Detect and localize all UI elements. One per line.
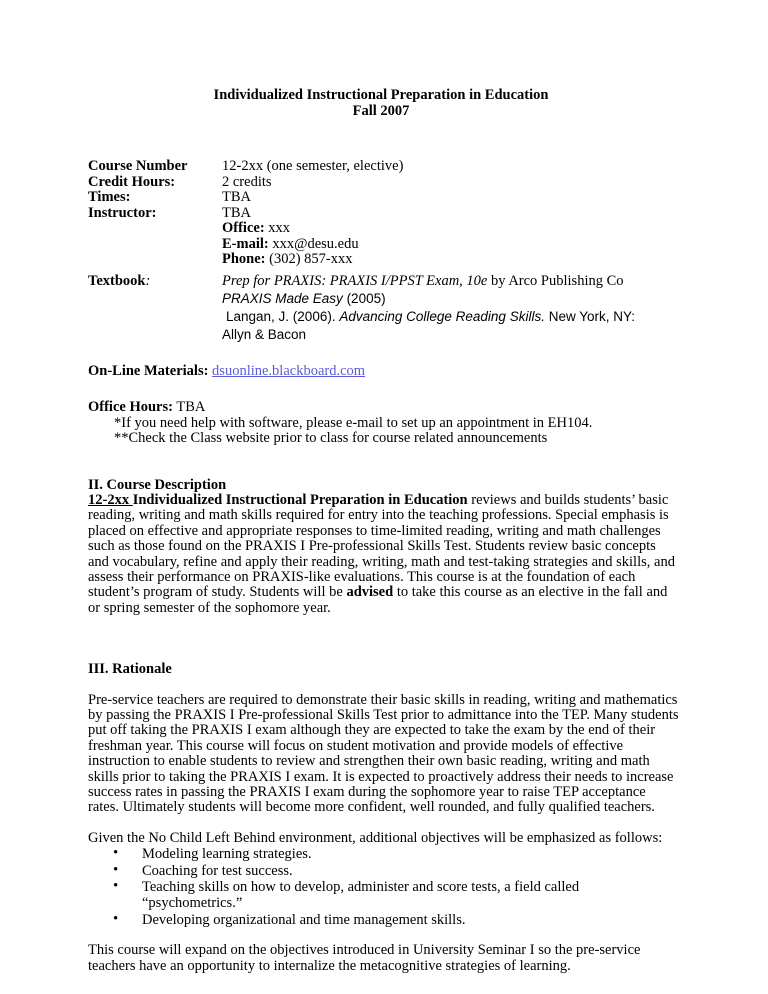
contact-value-phone: (302) 857-xxx (269, 251, 353, 267)
list-item: • Coaching for test success. (88, 863, 680, 879)
course-description-body-1: reviews and builds students’ basic reading, writing and math skills required for entry into the teaching professions. Special emphasis is placed on effective and appropriate responses to time-limited reading, writing and math challenges such as those found on the PRAXIS I Pre-professional Skills Test. Students review basic concepts and vocabulary, refine and apply their reading, writing, math and test-taking strategies and skills, and assess their performance on PRAXIS-like evaluations. This course is at the foundation of each student’s program of study. Students will be (88, 491, 675, 601)
section-rationale (88, 662, 680, 974)
info-value-instructor: TBA (222, 204, 251, 221)
section-course-description (88, 478, 680, 617)
info-value-course-number: 12-2xx (one semester, elective) (222, 158, 404, 174)
office-hours-row (88, 400, 680, 416)
rationale-paragraph-1: Pre-service teachers are required to demonstrate their basic skills in reading, writing and mathematics by passing the PRAXIS I Pre-professional Skills Test prior to admittance into the TEP. Many students put off taking the PRAXIS I exam although they are expected to take the exam by the end of their freshman year. This course will focus on student motivation and provide models of effective instruction to enable students to review and strengthen their own basic reading, writing and math skills prior to taking the PRAXIS I exam. It is expected to proactively address their needs to increase success rates in passing the PRAXIS I exam during the sophomore year to raise TEP acceptance rates. Ultimately students will become more confident, well rounded, and fully qualified teachers. (88, 691, 679, 816)
textbook-entry-2-title: PRAXIS Made Easy (222, 290, 343, 306)
contact-row-email (222, 237, 680, 253)
contact-value-email: xxx@desu.edu (272, 235, 359, 252)
textbook-entry-2 (222, 290, 680, 308)
rationale-paragraph-2: This course will expand on the objectives introduced in University Seminar I so the pre-service teachers have an opportunity to internalize the metacognitive strategies of learning. (88, 942, 641, 974)
info-label-instructor: Instructor: (88, 204, 157, 221)
course-info-block (88, 159, 680, 221)
info-row-credit-hours (88, 175, 680, 191)
info-row-instructor (88, 206, 680, 222)
textbook-label (88, 273, 222, 289)
blackboard-link[interactable]: dsuonline.blackboard.com (212, 362, 366, 379)
info-row-course-number (88, 159, 680, 175)
contact-label-email: E-mail: (222, 235, 269, 252)
course-description-title: Individualized Instructional Preparation in Education (132, 491, 468, 508)
document-body (88, 88, 680, 974)
contact-row-phone (222, 252, 680, 268)
course-description-body-2: to take this course as an elective in the fall and or spring semester of the sophomore year. (88, 584, 668, 616)
list-item: • Teaching skills on how to develop, administer and score tests, a field called “psychometrics.” (88, 879, 680, 912)
contact-label-phone: Phone: (222, 251, 266, 267)
textbook-entry-2-year: (2005) (342, 290, 386, 306)
textbook-entries (222, 273, 680, 344)
contact-label-office: Office: (222, 220, 265, 236)
textbook-entry-3-publisher: Allyn & Bacon (222, 326, 307, 342)
list-item: • Modeling learning strategies. (88, 846, 680, 862)
office-hours-note-2: **Check the Class website prior to class for course related announcements (114, 430, 548, 446)
course-description-heading: II. Course Description (88, 476, 227, 493)
contact-row-office (222, 221, 680, 237)
textbook-entry-1-title: Prep for PRAXIS: PRAXIS I/PPST Exam, 10e (222, 272, 488, 289)
contact-value-office: xxx (268, 220, 291, 236)
list-item: • Developing organizational and time management skills. (88, 912, 680, 928)
contact-block (222, 221, 680, 268)
title-line-term: Fall 2007 (352, 102, 410, 119)
textbook-entry-3-location: New York, NY: (544, 308, 635, 324)
textbook-block (88, 273, 680, 344)
course-description-emphasis: advised (346, 584, 394, 601)
course-description-code: 12-2xx (88, 491, 133, 508)
textbook-entry-3 (222, 308, 680, 326)
course-description-paragraph (88, 493, 680, 616)
info-label-credit-hours: Credit Hours: (88, 173, 176, 190)
title-line-main: Individualized Instructional Preparation in Education (213, 87, 549, 103)
textbook-entry-1-publisher: by Arco Publishing Co (487, 272, 624, 289)
online-materials-row (88, 364, 680, 380)
rationale-objectives-intro: Given the No Child Left Behind environment, additional objectives will be emphasized as follows: (88, 829, 663, 846)
info-label-times: Times: (88, 189, 131, 205)
info-row-times (88, 190, 680, 206)
rationale-objectives-list (88, 846, 680, 928)
rationale-heading: III. Rationale (88, 661, 172, 678)
textbook-label-colon: : (145, 272, 151, 289)
document-title (82, 88, 680, 119)
office-hours-label: Office Hours: (88, 399, 173, 415)
info-value-times: TBA (222, 189, 251, 205)
textbook-entry-3-author: Langan, J. (2006). (226, 308, 340, 324)
info-label-course-number: Course Number (88, 158, 188, 174)
office-hours-block (88, 400, 680, 447)
textbook-entry-3-title: Advancing College Reading Skills. (339, 308, 545, 324)
info-value-credit-hours: 2 credits (222, 173, 272, 190)
textbook-entry-1 (222, 273, 680, 290)
office-hours-value: TBA (172, 399, 206, 415)
office-hours-note-1: *If you need help with software, please e-mail to set up an appointment in EH104. (114, 414, 593, 431)
textbook-label-text: Textbook (88, 272, 146, 289)
online-materials-label: On-Line Materials: (88, 362, 209, 379)
